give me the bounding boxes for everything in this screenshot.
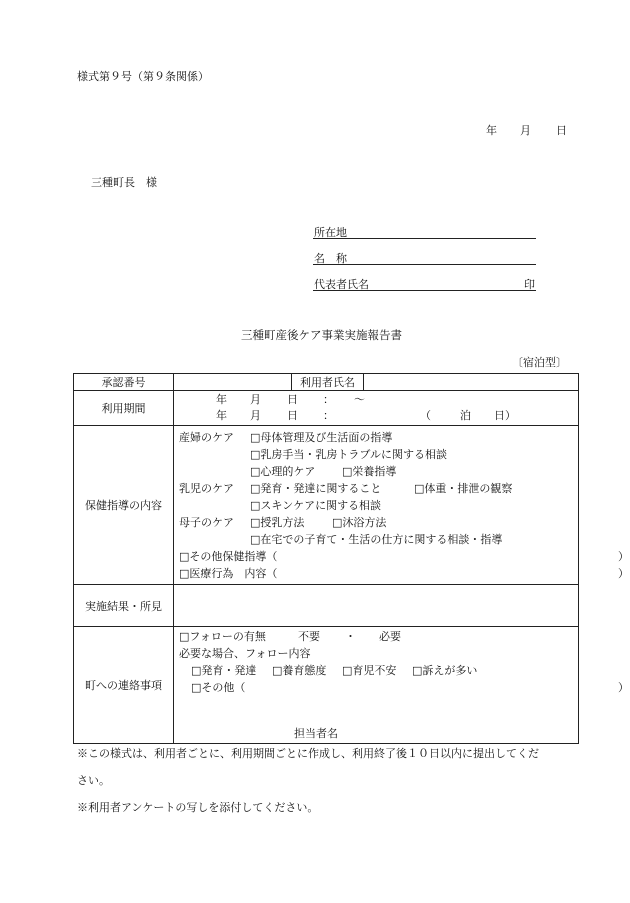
name-underline	[313, 264, 536, 265]
checkbox-growth[interactable]: □発育・発達	[191, 664, 257, 677]
days-label: 日）	[494, 409, 516, 422]
address-label: 所在地	[314, 226, 347, 239]
results-label: 実施結果・所見	[74, 585, 174, 627]
period-tilde: ～	[354, 393, 365, 406]
representative-label: 代表者氏名	[314, 278, 369, 291]
follow-up-content-label: 必要な場合、フォロー内容	[179, 647, 311, 660]
checkbox-skin-care[interactable]: □スキンケアに関する相談	[250, 499, 382, 512]
report-form-table	[73, 373, 629, 744]
note-submission-line2: さい。	[77, 774, 110, 787]
seal-label: 印	[524, 278, 535, 291]
period-start-colon: ：	[323, 393, 334, 406]
checkbox-breastfeeding[interactable]: □授乳方法	[250, 516, 305, 529]
checkbox-breast-care[interactable]: □乳房手当・乳房トラブルに関する相談	[250, 448, 447, 461]
period-label: 利用期間	[74, 391, 174, 426]
staff-name-label: 担当者名	[294, 727, 338, 740]
form-number: 様式第９号（第９条関係）	[77, 70, 209, 83]
checkbox-follow-up[interactable]: □フォローの有無	[179, 630, 266, 643]
checkbox-other-guidance[interactable]: □その他保健指導（	[179, 550, 278, 563]
checkbox-parenting-attitude[interactable]: □養育態度	[272, 664, 327, 677]
period-end-day: 日	[287, 409, 298, 422]
period-end-year: 年	[216, 409, 227, 422]
document-title: 三種町産後ケア事業実施報告書	[241, 328, 402, 342]
checkbox-weight-excretion[interactable]: □体重・排泄の観察	[414, 482, 513, 495]
checkbox-nutrition-guidance[interactable]: □栄養指導	[342, 465, 397, 478]
approval-number-label: 承認番号	[74, 374, 174, 391]
type-label: 〔宿泊型〕	[512, 356, 567, 369]
note-submission-line1: ※この様式は、利用者ごとに、利用期間ごとに作成し、利用終了後１０日以内に提出してくだ	[77, 747, 539, 760]
period-start-day: 日	[287, 393, 298, 406]
contact-field	[174, 627, 629, 744]
period-field[interactable]	[174, 391, 579, 426]
maternal-care-label: 産婦のケア	[179, 431, 234, 444]
date-month-label: 月	[520, 124, 531, 137]
checkbox-psychological-care[interactable]: □心理的ケア	[250, 465, 316, 478]
checkbox-bathing[interactable]: □沐浴方法	[332, 516, 387, 529]
checkbox-many-complaints[interactable]: □訴えが多い	[412, 664, 478, 677]
checkbox-parenting-anxiety[interactable]: □育児不安	[342, 664, 397, 677]
period-start-year: 年	[216, 393, 227, 406]
guidance-label: 保健指導の内容	[74, 426, 174, 585]
checkbox-contact-other[interactable]: □その他（	[191, 681, 246, 694]
addressee: 三種町長 様	[91, 176, 157, 189]
checkbox-medical-act[interactable]: □医療行為 内容（	[179, 567, 278, 580]
nights-open-paren: （	[420, 409, 431, 422]
other-guidance-close-paren: ）	[618, 550, 629, 563]
nights-label: 泊	[460, 409, 471, 422]
name-label: 名 称	[314, 252, 347, 265]
address-underline	[313, 238, 536, 239]
user-name-field[interactable]	[364, 374, 579, 391]
checkbox-maternal-management[interactable]: □母体管理及び生活面の指導	[250, 431, 393, 444]
date-year-label: 年	[486, 124, 497, 137]
infant-care-label: 乳児のケア	[179, 482, 234, 495]
date-day-label: 日	[556, 124, 567, 137]
checkbox-home-parenting[interactable]: □在宅での子育て・生活の仕方に関する相談・指導	[250, 533, 503, 546]
mother-child-care-label: 母子のケア	[179, 516, 234, 529]
follow-up-separator: ・	[345, 630, 356, 643]
note-survey-attachment: ※利用者アンケートの写しを添付してください。	[77, 801, 319, 814]
contact-other-close-paren: ）	[618, 681, 629, 694]
period-end-month: 月	[250, 409, 261, 422]
approval-number-field[interactable]	[174, 374, 292, 391]
guidance-field	[174, 426, 629, 585]
checkbox-growth-development[interactable]: □発育・発達に関すること	[250, 482, 382, 495]
results-field[interactable]	[174, 585, 579, 627]
follow-up-not-needed[interactable]: 不要	[298, 630, 320, 643]
contact-label: 町への連絡事項	[74, 627, 174, 744]
period-start-month: 月	[250, 393, 261, 406]
representative-underline	[313, 290, 536, 291]
user-name-label: 利用者氏名	[292, 374, 364, 391]
period-end-colon: ：	[323, 409, 334, 422]
medical-act-close-paren: ）	[618, 567, 629, 580]
follow-up-needed[interactable]: 必要	[379, 630, 401, 643]
